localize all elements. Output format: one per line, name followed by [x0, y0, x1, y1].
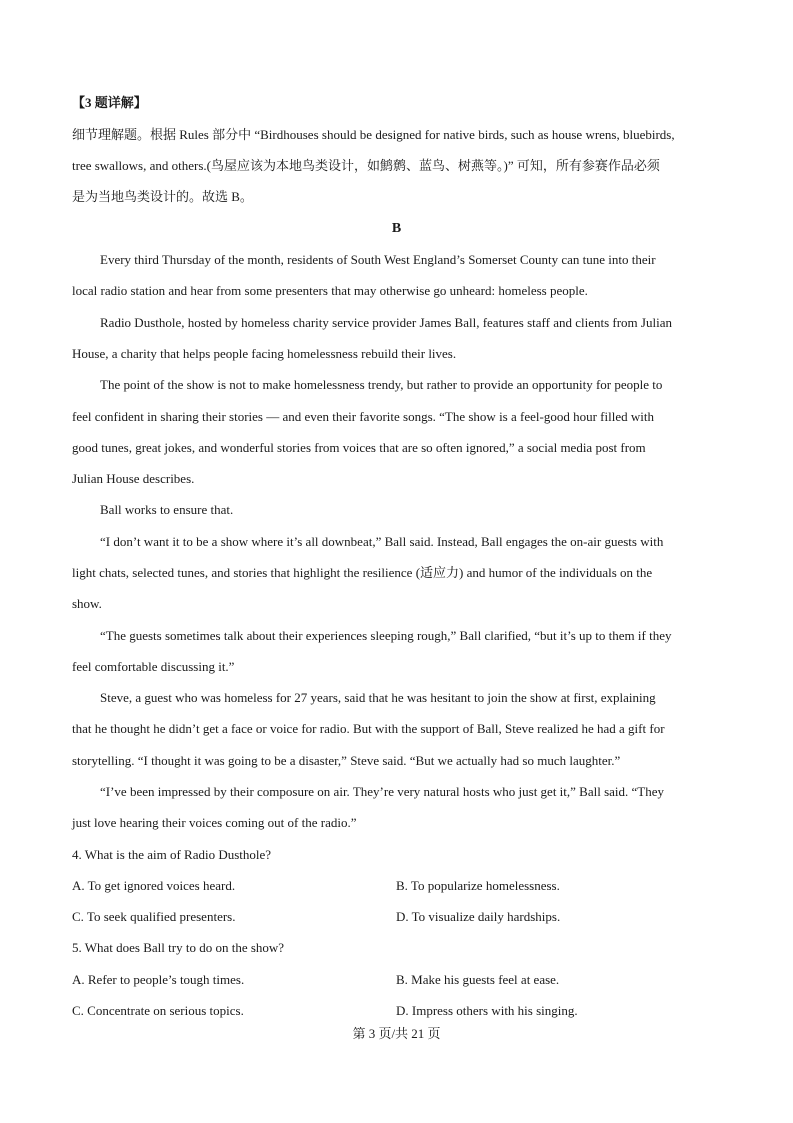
answer-option[interactable]: B. To popularize homelessness.: [396, 878, 560, 893]
passage-line: that he thought he didn’t get a face or voice for radio. But with the support of Ball, Steve realized he had a gift for: [72, 721, 665, 736]
passage-line: “The guests sometimes talk about their experiences sleeping rough,” Ball clarified, “but it’s up to them if they: [100, 628, 672, 643]
explanation-line: tree swallows, and others.(鸟屋应该为本地鸟类设计，如鹪鹩、蓝鸟、树燕等。)” 可知，所有参赛作品必须: [72, 158, 660, 173]
answer-option[interactable]: C. Concentrate on serious topics.: [72, 1003, 244, 1018]
passage-line: “I don’t want it to be a show where it’s all downbeat,” Ball said. Instead, Ball engages the on-air guests with: [100, 534, 664, 549]
passage-line: Steve, a guest who was homeless for 27 years, said that he was hesitant to join the show at first, explaining: [100, 690, 656, 705]
passage-line: The point of the show is not to make homelessness trendy, but rather to provide an opportunity for people to: [100, 377, 663, 392]
passage-line: Every third Thursday of the month, residents of South West England’s Somerset County can tune into their: [100, 252, 656, 267]
answer-option[interactable]: C. To seek qualified presenters.: [72, 909, 236, 924]
answer-option[interactable]: D. To visualize daily hardships.: [396, 909, 561, 924]
passage-line: feel confident in sharing their stories — and even their favorite songs. “The show is a feel-good hour filled with: [72, 409, 654, 424]
passage-line: good tunes, great jokes, and wonderful stories from voices that are so often ignored,” a social media post from: [72, 440, 646, 455]
answer-option[interactable]: B. Make his guests feel at ease.: [396, 972, 560, 987]
passage-line: just love hearing their voices coming out of the radio.”: [72, 815, 357, 830]
question-stem: 4. What is the aim of Radio Dusthole?: [72, 847, 272, 862]
passage-line: storytelling. “I thought it was going to be a disaster,” Steve said. “But we actually had so much laughter.”: [72, 753, 621, 768]
page-number: 第 3 页/共 21 页: [352, 1026, 441, 1041]
answer-option[interactable]: D. Impress others with his singing.: [396, 1003, 578, 1018]
passage-line: Ball works to ensure that.: [100, 502, 234, 517]
answer-option[interactable]: A. Refer to people’s tough times.: [72, 972, 245, 987]
passage-line: feel comfortable discussing it.”: [72, 659, 235, 674]
question-stem: 5. What does Ball try to do on the show?: [72, 940, 285, 955]
passage-line: show.: [72, 596, 102, 611]
passage-line: “I’ve been impressed by their composure on air. They’re very natural hosts who just get it,” Ball said. “They: [100, 784, 665, 799]
passage-line: House, a charity that helps people facing homelessness rebuild their lives.: [72, 346, 457, 361]
passage-line: local radio station and hear from some presenters that may otherwise go unheard: homeless people.: [72, 283, 588, 298]
explanation-line: 细节理解题。根据 Rules 部分中 “Birdhouses should be designed for native birds, such as house wrens, bluebirds,: [72, 127, 675, 142]
passage-line: Radio Dusthole, hosted by homeless charity service provider James Ball, features staff and clients from Julian: [100, 315, 672, 330]
explanation-line: 是为当地鸟类设计的。故选 B。: [72, 189, 253, 204]
explanation-header: 【3 题详解】: [72, 95, 147, 110]
answer-option[interactable]: A. To get ignored voices heard.: [72, 878, 236, 893]
passage-line: light chats, selected tunes, and stories that highlight the resilience (适应力) and humor of the individuals on the: [72, 565, 653, 580]
passage-line: Julian House describes.: [72, 471, 195, 486]
section-label: B: [391, 221, 402, 236]
